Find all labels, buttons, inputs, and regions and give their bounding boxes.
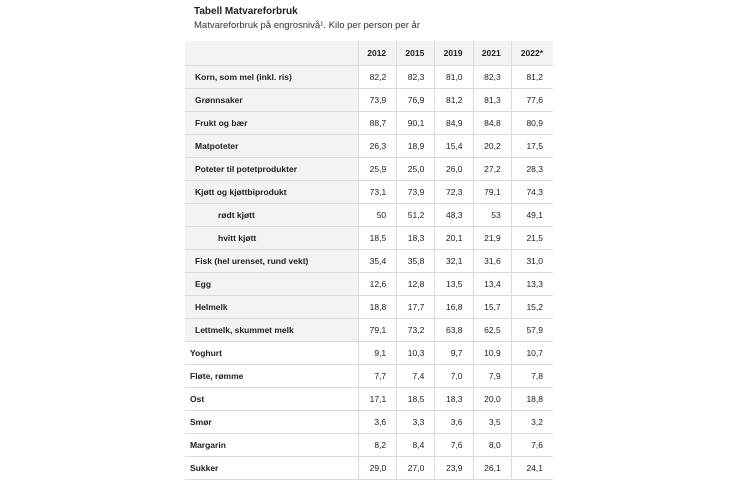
cell-value: 26,1 bbox=[473, 457, 511, 480]
cell-value: 13,4 bbox=[473, 273, 511, 296]
cell-value: 18,8 bbox=[511, 388, 553, 411]
cell-value: 82,2 bbox=[359, 66, 397, 89]
header-year-2022: 2022* bbox=[511, 41, 553, 66]
cell-value: 51,2 bbox=[397, 204, 435, 227]
cell-value: 25,9 bbox=[359, 158, 397, 181]
cell-value: 21,5 bbox=[511, 227, 553, 250]
cell-value: 50 bbox=[359, 204, 397, 227]
header-year-2019: 2019 bbox=[435, 41, 473, 66]
cell-value: 8,4 bbox=[397, 434, 435, 457]
cell-value: 3,5 bbox=[473, 411, 511, 434]
table-row bbox=[185, 227, 553, 250]
cell-value: 7,0 bbox=[435, 365, 473, 388]
cell-value: 26,0 bbox=[435, 158, 473, 181]
cell-value: 74,3 bbox=[511, 181, 553, 204]
row-label: rødt kjøtt bbox=[185, 204, 359, 227]
cell-value: 80,9 bbox=[511, 112, 553, 135]
row-label: Egg bbox=[185, 273, 359, 296]
cell-value: 20,0 bbox=[473, 388, 511, 411]
row-label: Grønnsaker bbox=[185, 89, 359, 112]
cell-value: 62,5 bbox=[473, 319, 511, 342]
cell-value: 27,2 bbox=[473, 158, 511, 181]
cell-value: 27,0 bbox=[397, 457, 435, 480]
cell-value: 79,1 bbox=[473, 181, 511, 204]
cell-value: 13,3 bbox=[511, 273, 553, 296]
cell-value: 10,3 bbox=[397, 342, 435, 365]
table-subtitle: Matvareforbruk på engrosnivå¹. Kilo per person per år bbox=[194, 20, 421, 31]
table-row bbox=[185, 296, 553, 319]
table-row bbox=[185, 273, 553, 296]
cell-value: 72,3 bbox=[435, 181, 473, 204]
cell-value: 15,7 bbox=[473, 296, 511, 319]
row-label: Yoghurt bbox=[185, 342, 359, 365]
cell-value: 15,2 bbox=[511, 296, 553, 319]
header-label-cell bbox=[185, 41, 359, 66]
cell-value: 35,8 bbox=[397, 250, 435, 273]
cell-value: 24,1 bbox=[511, 457, 553, 480]
cell-value: 31,0 bbox=[511, 250, 553, 273]
cell-value: 3,3 bbox=[397, 411, 435, 434]
cell-value: 10,9 bbox=[473, 342, 511, 365]
row-label: Sukker bbox=[185, 457, 359, 480]
table-row bbox=[185, 135, 553, 158]
cell-value: 15,4 bbox=[435, 135, 473, 158]
cell-value: 53 bbox=[473, 204, 511, 227]
table-row bbox=[185, 66, 553, 89]
cell-value: 21,9 bbox=[473, 227, 511, 250]
cell-value: 9,7 bbox=[435, 342, 473, 365]
cell-value: 12,6 bbox=[359, 273, 397, 296]
row-label: Smør bbox=[185, 411, 359, 434]
cell-value: 63,8 bbox=[435, 319, 473, 342]
cell-value: 48,3 bbox=[435, 204, 473, 227]
cell-value: 84,9 bbox=[435, 112, 473, 135]
cell-value: 25,0 bbox=[397, 158, 435, 181]
cell-value: 3,6 bbox=[435, 411, 473, 434]
cell-value: 82,3 bbox=[473, 66, 511, 89]
cell-value: 73,9 bbox=[359, 89, 397, 112]
food-consumption-table bbox=[185, 41, 553, 480]
cell-value: 10,7 bbox=[511, 342, 553, 365]
cell-value: 28,3 bbox=[511, 158, 553, 181]
table-row bbox=[185, 365, 553, 388]
cell-value: 7,9 bbox=[473, 365, 511, 388]
cell-value: 77,6 bbox=[511, 89, 553, 112]
header-year-2012: 2012 bbox=[359, 41, 397, 66]
row-label: Ost bbox=[185, 388, 359, 411]
cell-value: 18,9 bbox=[397, 135, 435, 158]
cell-value: 84,8 bbox=[473, 112, 511, 135]
cell-value: 26,3 bbox=[359, 135, 397, 158]
cell-value: 20,2 bbox=[473, 135, 511, 158]
table-row bbox=[185, 388, 553, 411]
row-label: Helmelk bbox=[185, 296, 359, 319]
cell-value: 8,0 bbox=[473, 434, 511, 457]
row-label: Fisk (hel urenset, rund vekt) bbox=[185, 250, 359, 273]
cell-value: 76,9 bbox=[397, 89, 435, 112]
cell-value: 20,1 bbox=[435, 227, 473, 250]
cell-value: 29,0 bbox=[359, 457, 397, 480]
table-row bbox=[185, 112, 553, 135]
row-label: Kjøtt og kjøttbiprodukt bbox=[185, 181, 359, 204]
table-row bbox=[185, 181, 553, 204]
table-row bbox=[185, 411, 553, 434]
header-row bbox=[185, 41, 553, 66]
table-row bbox=[185, 434, 553, 457]
cell-value: 82,3 bbox=[397, 66, 435, 89]
row-label: Poteter til potetprodukter bbox=[185, 158, 359, 181]
cell-value: 3,6 bbox=[359, 411, 397, 434]
cell-value: 81,2 bbox=[511, 66, 553, 89]
cell-value: 3,2 bbox=[511, 411, 553, 434]
cell-value: 32,1 bbox=[435, 250, 473, 273]
table-row bbox=[185, 89, 553, 112]
cell-value: 17,1 bbox=[359, 388, 397, 411]
row-label: Lettmelk, skummet melk bbox=[185, 319, 359, 342]
row-label: Korn, som mel (inkl. ris) bbox=[185, 66, 359, 89]
cell-value: 73,2 bbox=[397, 319, 435, 342]
cell-value: 17,7 bbox=[397, 296, 435, 319]
header-year-2021: 2021 bbox=[473, 41, 511, 66]
cell-value: 8,2 bbox=[359, 434, 397, 457]
cell-value: 23,9 bbox=[435, 457, 473, 480]
cell-value: 31,6 bbox=[473, 250, 511, 273]
cell-value: 35,4 bbox=[359, 250, 397, 273]
cell-value: 9,1 bbox=[359, 342, 397, 365]
cell-value: 18,3 bbox=[435, 388, 473, 411]
row-label: Fløte, rømme bbox=[185, 365, 359, 388]
table-row bbox=[185, 204, 553, 227]
cell-value: 16,8 bbox=[435, 296, 473, 319]
cell-value: 18,5 bbox=[397, 388, 435, 411]
cell-value: 88,7 bbox=[359, 112, 397, 135]
cell-value: 81,0 bbox=[435, 66, 473, 89]
cell-value: 18,5 bbox=[359, 227, 397, 250]
cell-value: 7,8 bbox=[511, 365, 553, 388]
cell-value: 7,7 bbox=[359, 365, 397, 388]
table-row bbox=[185, 457, 553, 480]
row-label: Margarin bbox=[185, 434, 359, 457]
cell-value: 81,3 bbox=[473, 89, 511, 112]
table-row bbox=[185, 319, 553, 342]
row-label: hvitt kjøtt bbox=[185, 227, 359, 250]
cell-value: 73,1 bbox=[359, 181, 397, 204]
cell-value: 79,1 bbox=[359, 319, 397, 342]
cell-value: 49,1 bbox=[511, 204, 553, 227]
cell-value: 12,8 bbox=[397, 273, 435, 296]
table-row bbox=[185, 250, 553, 273]
table-title: Tabell Matvareforbruk bbox=[194, 6, 298, 17]
cell-value: 7,4 bbox=[397, 365, 435, 388]
table-row bbox=[185, 158, 553, 181]
cell-value: 81,2 bbox=[435, 89, 473, 112]
cell-value: 57,9 bbox=[511, 319, 553, 342]
cell-value: 17,5 bbox=[511, 135, 553, 158]
cell-value: 13,5 bbox=[435, 273, 473, 296]
cell-value: 7,6 bbox=[511, 434, 553, 457]
cell-value: 18,8 bbox=[359, 296, 397, 319]
cell-value: 18,3 bbox=[397, 227, 435, 250]
header-year-2015: 2015 bbox=[397, 41, 435, 66]
table-row bbox=[185, 342, 553, 365]
row-label: Matpoteter bbox=[185, 135, 359, 158]
row-label: Frukt og bær bbox=[185, 112, 359, 135]
cell-value: 73,9 bbox=[397, 181, 435, 204]
cell-value: 7,6 bbox=[435, 434, 473, 457]
cell-value: 90,1 bbox=[397, 112, 435, 135]
